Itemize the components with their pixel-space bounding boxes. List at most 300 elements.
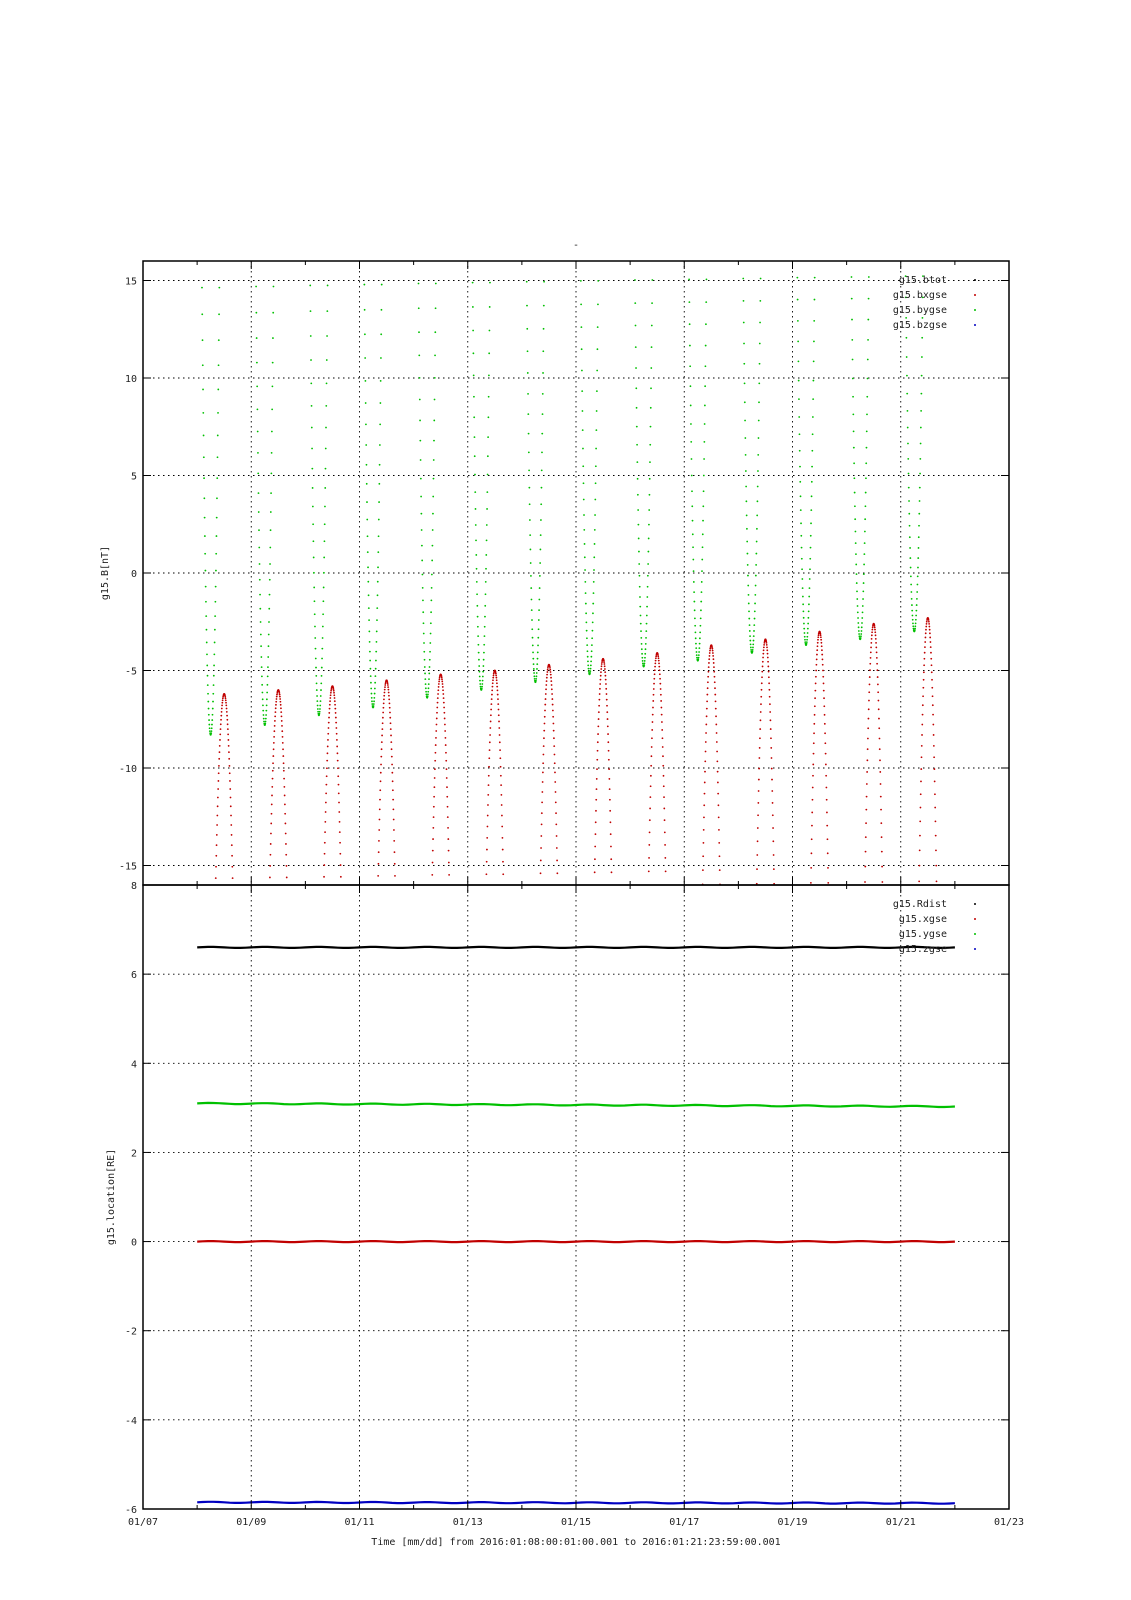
series-g15-bxgse-arc-point — [384, 686, 386, 688]
series-g15-bxgse-arc-point — [541, 791, 543, 793]
series-g15-bxgse-arc-point — [817, 639, 819, 641]
series-g15-bxgse-arc-point — [879, 748, 881, 750]
series-g15-bxgse-arc-point — [388, 695, 390, 697]
series-g15-bygse-arc-point — [699, 643, 701, 645]
series-g15-bxgse-arc-point — [336, 733, 338, 735]
series-g15-bygse-arc-point — [806, 639, 808, 641]
series-g15-bygse-arc-point — [757, 470, 759, 472]
series-g15-bxgse-arc-point — [444, 724, 446, 726]
series-g15-bxgse-arc-point — [487, 794, 489, 796]
series-g15-bxgse-arc-point — [383, 707, 385, 709]
series-g15-bxgse-arc-point — [502, 873, 504, 875]
series-g15-bygse-arc-point — [747, 585, 749, 587]
series-g15-bxgse-arc-point — [488, 775, 490, 777]
series-g15-bxgse-arc-point — [921, 724, 923, 726]
series-g15-bygse-arc-point — [590, 664, 592, 666]
series-g15-bygse-arc-point — [472, 352, 474, 354]
series-g15-bygse-arc-point — [688, 301, 690, 303]
series-g15-bxgse-arc-point — [488, 784, 490, 786]
series-g15-bxgse-arc-point — [813, 742, 815, 744]
series-g15-bxgse-arc-point — [230, 797, 232, 799]
series-g15-bygse-arc-point — [755, 553, 757, 555]
series-g15-bygse-arc-point — [758, 382, 760, 384]
series-g15-bygse-arc-point — [475, 524, 477, 526]
series-g15-bxgse-arc-point — [609, 799, 611, 801]
series-g15-bygse-arc-point — [813, 360, 815, 362]
series-g15-bygse-arc-point — [650, 387, 652, 389]
series-g15-bygse-arc-point — [365, 402, 367, 404]
series-g15-bxgse-arc-point — [865, 851, 867, 853]
series-g15-bxgse-arc-point — [333, 692, 335, 694]
series-g15-bxgse-arc-point — [762, 666, 764, 668]
series-g15-bygse-arc-point — [537, 637, 539, 639]
series-g15-bygse-arc-point — [747, 553, 749, 555]
x-tick-label: 01/23 — [993, 1517, 1025, 1528]
series-g15-bxgse-arc-point — [448, 862, 450, 864]
series-g15-bxgse-arc-point — [716, 732, 718, 734]
series-g15-bxgse-arc-point — [816, 649, 818, 651]
series-g15-bygse-arc-point — [217, 389, 219, 391]
series-g15-bxgse-arc-point — [275, 701, 277, 703]
series-g15-bxgse-arc-point — [923, 658, 925, 660]
series-g15-bxgse-arc-point — [815, 670, 817, 672]
series-g15-bygse-arc-point — [210, 732, 212, 734]
series-g15-bygse-arc-point — [700, 625, 702, 627]
series-g15-bygse-arc-point — [700, 609, 702, 611]
series-g15-bxgse-arc-point — [663, 796, 665, 798]
series-g15-bygse-arc-point — [311, 405, 313, 407]
series-g15-bygse-arc-point — [369, 651, 371, 653]
series-g15-bygse-arc-point — [217, 456, 219, 458]
series-g15-bxgse-arc-point — [825, 753, 827, 755]
series-g15-bxgse-arc-point — [556, 847, 558, 849]
top-y-tick-label: -15 — [118, 861, 137, 873]
series-g15-bxgse-arc-point — [545, 698, 547, 700]
series-g15-bygse-arc-point — [582, 410, 584, 412]
series-g15-bxgse-arc-point — [434, 760, 436, 762]
series-g15-bygse-arc-point — [379, 464, 381, 466]
series-g15-bygse-arc-point — [538, 599, 540, 601]
series-g15-bygse-arc-point — [861, 622, 863, 624]
series-g15-bxgse-arc-point — [489, 727, 491, 729]
series-g15-bxgse-arc-point — [337, 767, 339, 769]
series-g15-bxgse-arc-point — [394, 851, 396, 853]
series-g15-bxgse-arc-point — [556, 835, 558, 837]
series-g15-bygse-arc-point — [700, 601, 702, 603]
series-g15-bxgse-arc-point — [436, 724, 438, 726]
series-g15-bygse-arc-point — [651, 279, 653, 281]
series-g15-bygse-arc-point — [423, 633, 425, 635]
series-g15-bxgse-arc-point — [827, 852, 829, 854]
series-g15-bygse-arc-point — [477, 635, 479, 637]
series-g15-bxgse-arc-point — [389, 702, 391, 704]
series-g15-bxgse-arc-point — [758, 768, 760, 770]
series-g15-bygse-arc-point — [319, 705, 321, 707]
series-g15-bxgse-arc-point — [935, 865, 937, 867]
series-g15-bxgse-arc-point — [600, 668, 602, 670]
series-g15-bygse-arc-point — [316, 682, 318, 684]
series-g15-bxgse-arc-point — [271, 795, 273, 797]
series-g15-bxgse-arc-point — [549, 667, 551, 669]
series-g15-bxgse-arc-point — [220, 728, 222, 730]
series-g15-bxgse-arc-point — [815, 676, 817, 678]
series-g15-bygse-arc-point — [695, 647, 697, 649]
series-g15-bygse-arc-point — [531, 599, 533, 601]
series-g15-bxgse-arc-point — [437, 697, 439, 699]
series-g15-bygse-arc-point — [431, 587, 433, 589]
series-g15-bxgse-arc-point — [824, 723, 826, 725]
series-g15-bygse-arc-point — [744, 401, 746, 403]
series-g15-bxgse-arc-point — [868, 718, 870, 720]
series-g15-bygse-arc-point — [649, 444, 651, 446]
series-g15-bygse-arc-point — [912, 622, 914, 624]
series-g15-bxgse-arc-point — [378, 851, 380, 853]
series-g15-bygse-arc-point — [373, 700, 375, 702]
series-g15-bygse-arc-point — [587, 650, 589, 652]
series-g15-bxgse-arc-point — [649, 808, 651, 810]
series-g15-bxgse-arc-point — [610, 846, 612, 848]
series-g15-bygse-arc-point — [580, 326, 582, 328]
series-g15-bxgse-arc-point — [870, 647, 872, 649]
series-g15-bxgse-arc-point — [651, 755, 653, 757]
series-g15-bxgse-arc-point — [283, 778, 285, 780]
series-g15-bxgse-arc-point — [553, 737, 555, 739]
series-g15-bygse-arc-point — [433, 459, 435, 461]
series-g15-bygse-arc-point — [204, 553, 206, 555]
series-g15-bxgse-arc-point — [380, 756, 382, 758]
series-g15-bxgse-arc-point — [555, 791, 557, 793]
series-g15-bxgse-arc-point — [218, 765, 220, 767]
series-g15-bygse-arc-point — [753, 635, 755, 637]
series-g15-bygse-arc-point — [702, 520, 704, 522]
series-g15-bxgse-arc-point — [383, 702, 385, 704]
series-g15-bygse-arc-point — [530, 575, 532, 577]
series-g15-bxgse-arc-point — [719, 869, 721, 871]
series-g15-bygse-arc-point — [540, 519, 542, 521]
series-g15-bygse-arc-point — [423, 642, 425, 644]
series-g15-bxgse-arc-point — [276, 694, 278, 696]
series-g15-bxgse-arc-point — [273, 742, 275, 744]
series-g15-bygse-arc-point — [483, 652, 485, 654]
series-g15-bygse-arc-point — [203, 456, 205, 458]
series-g15-bxgse-arc-point — [653, 678, 655, 680]
series-g15-bygse-arc-point — [206, 665, 208, 667]
series-g15-bxgse-arc-point — [231, 844, 233, 846]
series-g15-bxgse-arc-point — [443, 702, 445, 704]
series-g15-bxgse-arc-point — [272, 778, 274, 780]
series-g15-bygse-arc-point — [370, 675, 372, 677]
series-g15-bxgse-arc-point — [772, 827, 774, 829]
series-g15-bxgse-arc-point — [338, 802, 340, 804]
series-g15-bxgse-arc-point — [875, 642, 877, 644]
series-g15-bxgse-arc-point — [387, 686, 389, 688]
series-g15-bxgse-arc-point — [766, 646, 768, 648]
series-g15-bygse-arc-point — [315, 667, 317, 669]
series-g15-bygse-arc-point — [476, 605, 478, 607]
series-g15-bygse-arc-point — [527, 393, 529, 395]
series-g15-bxgse-arc-point — [492, 686, 494, 688]
series-g15-bxgse-arc-point — [810, 882, 812, 884]
series-g15-bygse-arc-point — [541, 487, 543, 489]
series-g15-bxgse-arc-point — [274, 725, 276, 727]
series-g15-bxgse-arc-point — [273, 730, 275, 732]
series-g15-bxgse-arc-point — [497, 698, 499, 700]
series-g15-bxgse-arc-point — [654, 663, 656, 665]
series-g15-bxgse-arc-point — [871, 629, 873, 631]
series-g15-bxgse-arc — [864, 623, 883, 883]
legend-label-btot: g15.btot — [898, 275, 947, 286]
series-g15-bxgse-arc-point — [432, 862, 434, 864]
series-g15-bxgse-arc-point — [391, 756, 393, 758]
legend-label-bxgse: g15.bxgse — [892, 290, 947, 301]
series-g15-bxgse-arc-point — [550, 677, 552, 679]
top-y-tick-label: 0 — [130, 569, 137, 580]
series-g15-bygse-arc-point — [477, 644, 479, 646]
series-g15-bxgse-arc-point — [553, 730, 555, 732]
series-g15-bygse-arc-point — [650, 426, 652, 428]
series-g15-bygse-arc-point — [478, 652, 480, 654]
series-g15-bxgse-arc-point — [881, 866, 883, 868]
series-g15-bxgse-arc-point — [608, 778, 610, 780]
series-g15-bygse-arc-point — [324, 487, 326, 489]
series-g15-bxgse-arc-point — [544, 723, 546, 725]
series-g15-bxgse-arc-point — [231, 855, 233, 857]
series-g15-bxgse-arc-point — [649, 796, 651, 798]
series-g15-bxgse-arc-point — [653, 694, 655, 696]
series-g15-bygse-arc-point — [644, 657, 646, 659]
series-g15-bxgse-arc-point — [285, 843, 287, 845]
series-g15-bygse-arc-point — [202, 412, 204, 414]
series-g15-bygse-arc-point — [368, 594, 370, 596]
series-g15-bygse-arc-point — [908, 473, 910, 475]
series-g15-bxgse-arc-point — [595, 821, 597, 823]
series-g15-bygse-arc-point — [851, 319, 853, 321]
series-g15-bxgse-arc-point — [875, 638, 877, 640]
series-g15-bxgse-arc-point — [761, 671, 763, 673]
series-g15-bxgse-arc-point — [339, 831, 341, 833]
series-g15-bygse-arc-point — [206, 653, 208, 655]
x-tick-label: 01/11 — [344, 1517, 375, 1528]
series-g15-bxgse-arc-point — [555, 801, 557, 803]
series-g15-bygse-arc-point — [812, 398, 814, 400]
series-g15-bygse-arc-point — [799, 466, 801, 468]
series-g15-bygse-arc-point — [322, 613, 324, 615]
series-g15-bygse-arc-point — [320, 689, 322, 691]
series-g15-bygse-arc-point — [317, 705, 319, 707]
series-g15-bxgse-arc-point — [929, 637, 931, 639]
series-g15-bygse-arc-point — [703, 458, 705, 460]
series-g15-bxgse-arc-point — [716, 741, 718, 743]
series-g15-bygse-arc-point — [378, 535, 380, 537]
series-g15-bxgse-arc-point — [334, 697, 336, 699]
series-g15-bxgse-arc-point — [925, 626, 927, 628]
series-g15-bxgse-arc-point — [270, 823, 272, 825]
series-g15-bygse-arc-point — [851, 339, 853, 341]
series-g15-bxgse-arc-point — [597, 725, 599, 727]
series-g15-bygse-arc-point — [216, 517, 218, 519]
series-g15-bygse-arc-point — [915, 622, 917, 624]
series-g15-bygse-arc-point — [370, 668, 372, 670]
series-g15-bxgse-arc-point — [448, 874, 450, 876]
chart-title: - — [572, 240, 580, 251]
series-g15-bygse-arc-point — [744, 437, 746, 439]
series-g15-bxgse-arc-point — [651, 746, 653, 748]
series-g15-bxgse-arc-point — [594, 871, 596, 873]
series-g15-bygse-arc-point — [645, 648, 647, 650]
series-g15-bxgse-arc-point — [928, 626, 930, 628]
series-g15-bxgse-arc-point — [920, 793, 922, 795]
series-g15-bxgse-arc-point — [766, 644, 768, 646]
series-g15-bygse-arc-point — [701, 570, 703, 572]
series-g15-bxgse-arc-point — [501, 804, 503, 806]
series-g15-bygse-arc-point — [326, 382, 328, 384]
series-g15-bygse-arc-point — [636, 426, 638, 428]
series-g15-bygse-arc-point — [489, 282, 491, 284]
series-g15-bygse-arc-point — [806, 636, 808, 638]
series-g15-bygse-arc-point — [909, 525, 911, 527]
series-g15-bxgse-arc-point — [225, 705, 227, 707]
series-g15-bxgse-arc-point — [328, 722, 330, 724]
series-g15-bxgse-arc-point — [216, 815, 218, 817]
series-g15-bygse-arc-point — [481, 688, 483, 690]
series-g15-bygse-arc-point — [591, 650, 593, 652]
series-g15-bygse-arc-point — [857, 622, 859, 624]
series-g15-bygse-arc-point — [485, 581, 487, 583]
series-g15-bxgse-arc-point — [878, 708, 880, 710]
series-g15-bxgse-arc-point — [768, 689, 770, 691]
series-g15-bxgse-arc-point — [879, 738, 881, 740]
series-g15-bxgse-arc-point — [487, 804, 489, 806]
series-g15-bygse-arc-point — [427, 695, 429, 697]
series-g15-bxgse-arc-point — [658, 660, 660, 662]
series-g15-bxgse-arc-point — [448, 850, 450, 852]
series-g15-bxgse-arc-point — [437, 693, 439, 695]
series-g15-bygse-arc-point — [759, 322, 761, 324]
series-g15-bygse-arc-point — [538, 619, 540, 621]
series-g15-bxgse-arc-point — [933, 745, 935, 747]
series-g15-bygse-arc-point — [706, 278, 708, 280]
series-g15-bxgse-arc-point — [662, 765, 664, 767]
series-g15-bxgse-arc-point — [649, 819, 651, 821]
series-g15-bxgse-arc-point — [554, 781, 556, 783]
series-g15-bxgse-arc-point — [551, 693, 553, 695]
series-g15-bxgse-arc-point — [934, 793, 936, 795]
series-g15-bygse-arc-point — [581, 370, 583, 372]
series-g15-bxgse-arc-point — [382, 712, 384, 714]
series-g15-bygse-arc-point — [371, 703, 373, 705]
series-g15-bygse-arc-point — [258, 492, 260, 494]
series-g15-bygse-arc-point — [808, 603, 810, 605]
series-g15-bygse-arc-point — [488, 374, 490, 376]
series-g15-bxgse-arc-point — [714, 687, 716, 689]
series-g15-bxgse-arc-point — [718, 804, 720, 806]
series-g15-bxgse-arc-point — [870, 651, 872, 653]
series-g15-bxgse-arc-point — [283, 762, 285, 764]
series-g15-bygse-arc-point — [635, 325, 637, 327]
series-g15-bxgse-arc-point — [765, 640, 767, 642]
series-g15-bygse-arc-point — [211, 719, 213, 721]
series-g15-bygse-arc-point — [485, 554, 487, 556]
series-g15-bygse-arc-point — [811, 495, 813, 497]
series-g15-bxgse-arc-point — [226, 708, 228, 710]
series-g15-bxgse-arc-point — [495, 675, 497, 677]
series-g15-bygse-arc-point — [268, 608, 270, 610]
series-g15-bygse-arc-point — [536, 668, 538, 670]
series-g15-bygse-arc-point — [856, 590, 858, 592]
series-g15-bxgse-arc-point — [918, 865, 920, 867]
series-g15-bygse-arc-point — [905, 317, 907, 319]
legend-label-rdist: g15.Rdist — [892, 899, 947, 910]
series-g15-bygse-arc-point — [642, 660, 644, 662]
series-g15-bxgse-arc-point — [932, 714, 934, 716]
series-g15-bygse-arc-point — [646, 615, 648, 617]
series-g15-bygse-arc-point — [267, 656, 269, 658]
series-g15-bygse-arc-point — [596, 390, 598, 392]
series-g15-bxgse-arc-point — [610, 821, 612, 823]
series-g15-bxgse-arc-point — [280, 711, 282, 713]
series-g15-bxgse-arc-point — [605, 683, 607, 685]
series-g15-bygse-arc-point — [212, 701, 214, 703]
series-g15-bygse-arc-point — [800, 522, 802, 524]
series-g15-bxgse-arc-point — [609, 810, 611, 812]
series-g15-bxgse-arc-point — [868, 708, 870, 710]
series-g15-bygse-arc-point — [203, 435, 205, 437]
series-g15-bygse-arc-point — [594, 543, 596, 545]
series-g15-bxgse-arc-point — [551, 688, 553, 690]
series-g15-bxgse-arc-point — [763, 642, 765, 644]
series-g15-bygse-arc-point — [203, 477, 205, 479]
series-g15-bxgse-arc-point — [441, 681, 443, 683]
series-g15-bygse-arc-point — [580, 303, 582, 305]
series-g15-bygse-arc-point — [909, 536, 911, 538]
series-g15-bxgse-arc-point — [553, 745, 555, 747]
series-g15-bxgse-arc-point — [874, 627, 876, 629]
series-g15-bxgse-arc-point — [768, 676, 770, 678]
series-g15-bxgse-arc-point — [216, 834, 218, 836]
series-g15-bxgse-arc-point — [447, 806, 449, 808]
series-g15-bygse-arc-point — [698, 651, 700, 653]
series-g15-bygse-arc-point — [317, 708, 319, 710]
series-g15-bxgse-arc-point — [379, 799, 381, 801]
series-g15-bxgse-arc-point — [820, 634, 822, 636]
legend-label-bygse: g15.bygse — [892, 305, 947, 316]
series-g15-bygse-arc-point — [433, 420, 435, 422]
series-g15-bygse-arc-point — [272, 362, 274, 364]
series-g15-bxgse-arc-point — [553, 723, 555, 725]
series-g15-bxgse-arc-point — [446, 768, 448, 770]
series-g15-bxgse-arc-point — [703, 804, 705, 806]
series-g15-bygse-arc-point — [211, 727, 213, 729]
series-g15-bxgse-arc-point — [594, 846, 596, 848]
series-g15-bygse-arc-point — [698, 657, 700, 659]
series-g15-bygse-arc-point — [587, 656, 589, 658]
series-g15-bxgse-arc-point — [325, 792, 327, 794]
series-g15-bygse-arc-point — [476, 581, 478, 583]
series-g15-bygse-arc-point — [699, 637, 701, 639]
series-g15-bxgse-arc-point — [932, 695, 934, 697]
series-g15-bygse-arc-point — [259, 594, 261, 596]
series-g15-bygse-arc-point — [745, 486, 747, 488]
series-g15-bxgse-arc-point — [499, 734, 501, 736]
series-g15-bygse-arc-point — [802, 603, 804, 605]
series-g15-bxgse-arc-point — [660, 694, 662, 696]
series-g15-bygse-arc-point — [858, 630, 860, 632]
series-g15-bygse-arc-point — [853, 447, 855, 449]
series-g15-bygse-arc-point — [811, 450, 813, 452]
series-g15-bygse-arc-point — [801, 578, 803, 580]
series-g15-bxgse-arc-point — [597, 741, 599, 743]
series-g15-bygse-arc-point — [749, 624, 751, 626]
